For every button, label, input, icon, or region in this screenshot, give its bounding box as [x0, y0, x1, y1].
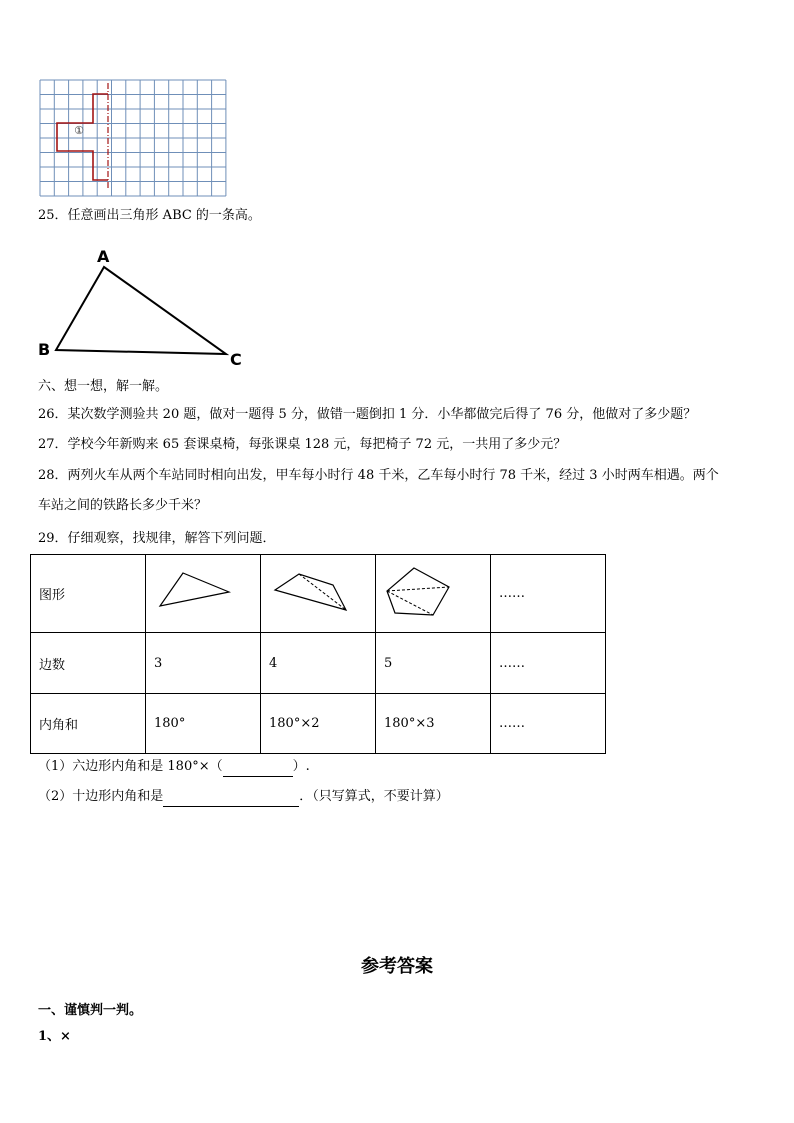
triangle-shape — [146, 555, 260, 628]
row-label-shape: 图形 — [31, 555, 146, 633]
question-27: 27．学校今年新购来 65 套课桌椅，每张课桌 128 元，每把椅子 72 元，一共用了多少元？ — [38, 437, 567, 452]
cell-pentagon — [376, 555, 491, 633]
table-row-sides — [31, 633, 606, 694]
question-29-part1 — [38, 758, 310, 777]
pattern-table — [30, 554, 606, 754]
cell-sides-3: 3 — [146, 633, 261, 694]
shape-label: ① — [74, 124, 84, 137]
cell-quadrilateral — [261, 555, 376, 633]
answer-key-title: 参考答案 — [361, 956, 433, 977]
answer-item-1: 1、× — [38, 1029, 71, 1044]
table-row-shapes — [31, 555, 606, 633]
cell-sides-4: 4 — [261, 633, 376, 694]
part1-answer-blank[interactable] — [223, 758, 293, 777]
vertex-b-label: B — [38, 340, 51, 359]
part2-prefix: （2）十边形内角和是 — [38, 789, 164, 804]
triangle-outline — [56, 267, 226, 354]
cell-angle-sum-1: 180° — [146, 694, 261, 754]
question-26: 26．某次数学测验共 20 题，做对一题得 5 分，做错一题倒扣 1 分．小华都做完后得了 76 分，他做对了多少题？ — [38, 407, 697, 422]
answer-section-1: 一、谨慎判一判。 — [38, 1003, 143, 1018]
cell-triangle — [146, 555, 261, 633]
pentagon-shape — [376, 555, 490, 628]
part1-suffix: ）. — [292, 759, 310, 774]
question-28-line1: 28．两列火车从两个车站同时相向出发，甲车每小时行 48 千米，乙车每小时行 78 千米，经过 3 小时两车相遇。两个 — [38, 468, 719, 483]
cell-shapes-ellipsis: …… — [491, 555, 606, 633]
vertex-c-label: C — [230, 350, 242, 369]
question-29-part2 — [38, 788, 449, 807]
part1-prefix: （1）六边形内角和是 180°×（ — [38, 759, 223, 774]
row-label-angle-sum: 内角和 — [31, 694, 146, 754]
question-25: 25．任意画出三角形 ABC 的一条高。 — [38, 208, 261, 223]
row-label-sides: 边数 — [31, 633, 146, 694]
question-28-line2: 车站之间的铁路长多少千米？ — [38, 498, 208, 513]
cell-sides-5: 5 — [376, 633, 491, 694]
vertex-a-label: A — [97, 247, 110, 266]
cell-angle-sum-3: 180°×3 — [376, 694, 491, 754]
quadrilateral-shape — [261, 555, 375, 628]
cell-angle-sum-ellipsis: …… — [491, 694, 606, 754]
triangle-abc — [36, 245, 251, 370]
part2-answer-blank[interactable] — [163, 788, 299, 807]
cell-angle-sum-2: 180°×2 — [261, 694, 376, 754]
cell-sides-ellipsis: …… — [491, 633, 606, 694]
grid-figure — [38, 79, 228, 197]
section-6-heading: 六、想一想，解一解。 — [38, 379, 169, 394]
table-row-angle-sum — [31, 694, 606, 754]
question-29: 29．仔细观察，找规律，解答下列问题． — [38, 531, 276, 546]
part2-suffix: ．（只写算式，不要计算） — [299, 789, 449, 804]
